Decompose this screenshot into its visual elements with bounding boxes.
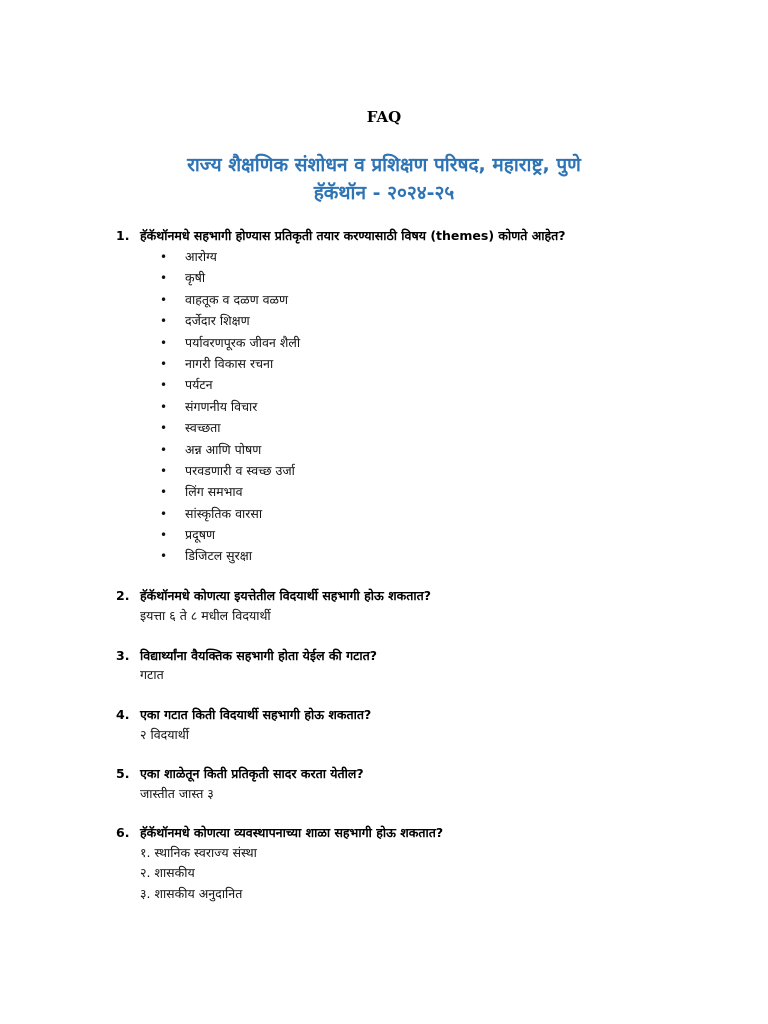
list-item: • दर्जेदार शिक्षण — [160, 310, 300, 331]
question-2 — [116, 587, 431, 604]
bullet-icon: • — [160, 314, 168, 329]
list-item: • परवडणारी व स्वच्छ उर्जा — [160, 460, 300, 481]
question-number: 2. — [116, 588, 130, 603]
list-item: • वाहतूक व दळण वळण — [160, 289, 300, 310]
bullet-icon: • — [160, 506, 168, 521]
faq-label: FAQ — [366, 108, 402, 126]
list-item: • प्रदूषण — [160, 524, 300, 545]
question-number: 5. — [116, 766, 130, 781]
list-item: • कृषी — [160, 267, 300, 288]
question-4 — [116, 706, 371, 723]
list-item: • अन्न आणि पोषण — [160, 439, 300, 460]
list-item: • डिजिटल सुरक्षा — [160, 545, 300, 566]
answer-3: गटात — [140, 667, 164, 682]
list-item: • आरोग्य — [160, 246, 300, 267]
question-number: 6. — [116, 825, 130, 840]
question-number: 4. — [116, 707, 130, 722]
question-3 — [116, 647, 377, 664]
list-item: • सांस्कृतिक वारसा — [160, 503, 300, 524]
bullet-icon: • — [160, 399, 168, 414]
bullet-icon: • — [160, 335, 168, 350]
question-number: 3. — [116, 648, 130, 663]
question-text: हॅकॅथॉनमधे सहभागी होण्यास प्रतिकृती तयार करण्यासाठी विषय (themes) कोणते आहेत? — [140, 228, 566, 243]
bullet-icon: • — [160, 250, 168, 264]
question-5 — [116, 765, 364, 782]
bullet-icon: • — [160, 463, 168, 478]
answer-6-item: २. शासकीय — [140, 865, 195, 880]
list-item: • संगणनीय विचार — [160, 396, 300, 417]
answer-4: २ विदयार्थी — [140, 727, 190, 742]
bullet-icon: • — [160, 549, 168, 564]
list-item: • लिंग समभाव — [160, 481, 300, 502]
question-6 — [116, 824, 443, 841]
question-text: हॅकॅथॉनमधे कोणत्या इयत्तेतील विदयार्थी सहभागी होऊ शकतात? — [140, 588, 431, 603]
answer-6-item: ३. शासकीय अनुदानित — [140, 886, 243, 901]
bullet-icon: • — [160, 485, 168, 500]
bullet-icon: • — [160, 292, 168, 307]
document-subtitle: हॅकॅथॉन - २०२४-२५ — [313, 182, 455, 204]
question-text: हॅकॅथॉनमधे कोणत्या व्यवस्थापनाच्या शाळा सहभागी होऊ शकतात? — [140, 825, 444, 840]
question-text: एका शाळेतून किती प्रतिकृती सादर करता येतील? — [140, 766, 364, 781]
question-1 — [116, 227, 566, 244]
list-item: • पर्यावरणपूरक जीवन शैली — [160, 332, 300, 353]
question-number: 1. — [116, 228, 130, 243]
document-title: राज्य शैक्षणिक संशोधन व प्रशिक्षण परिषद, महाराष्ट्र, पुणे — [187, 154, 581, 176]
list-item: • नागरी विकास रचना — [160, 353, 300, 374]
bullet-icon: • — [160, 378, 168, 393]
bullet-icon: • — [160, 271, 168, 286]
themes-list — [160, 246, 300, 567]
list-item: • पर्यटन — [160, 374, 300, 395]
bullet-icon: • — [160, 356, 168, 371]
question-text: एका गटात किती विदयार्थी सहभागी होऊ शकतात? — [140, 707, 372, 722]
bullet-icon: • — [160, 528, 168, 543]
answer-6-item: १. स्थानिक स्वराज्य संस्था — [140, 845, 257, 860]
question-text: विद्यार्थ्यांना वैयक्तिक सहभागी होता येईल की गटात? — [140, 648, 378, 663]
answer-5: जास्तीत जास्त ३ — [140, 786, 214, 801]
list-item: • स्वच्छता — [160, 417, 300, 438]
answer-2: इयत्ता ६ ते ८ मधील विदयार्थी — [140, 608, 271, 623]
bullet-icon: • — [160, 421, 168, 436]
bullet-icon: • — [160, 442, 168, 457]
